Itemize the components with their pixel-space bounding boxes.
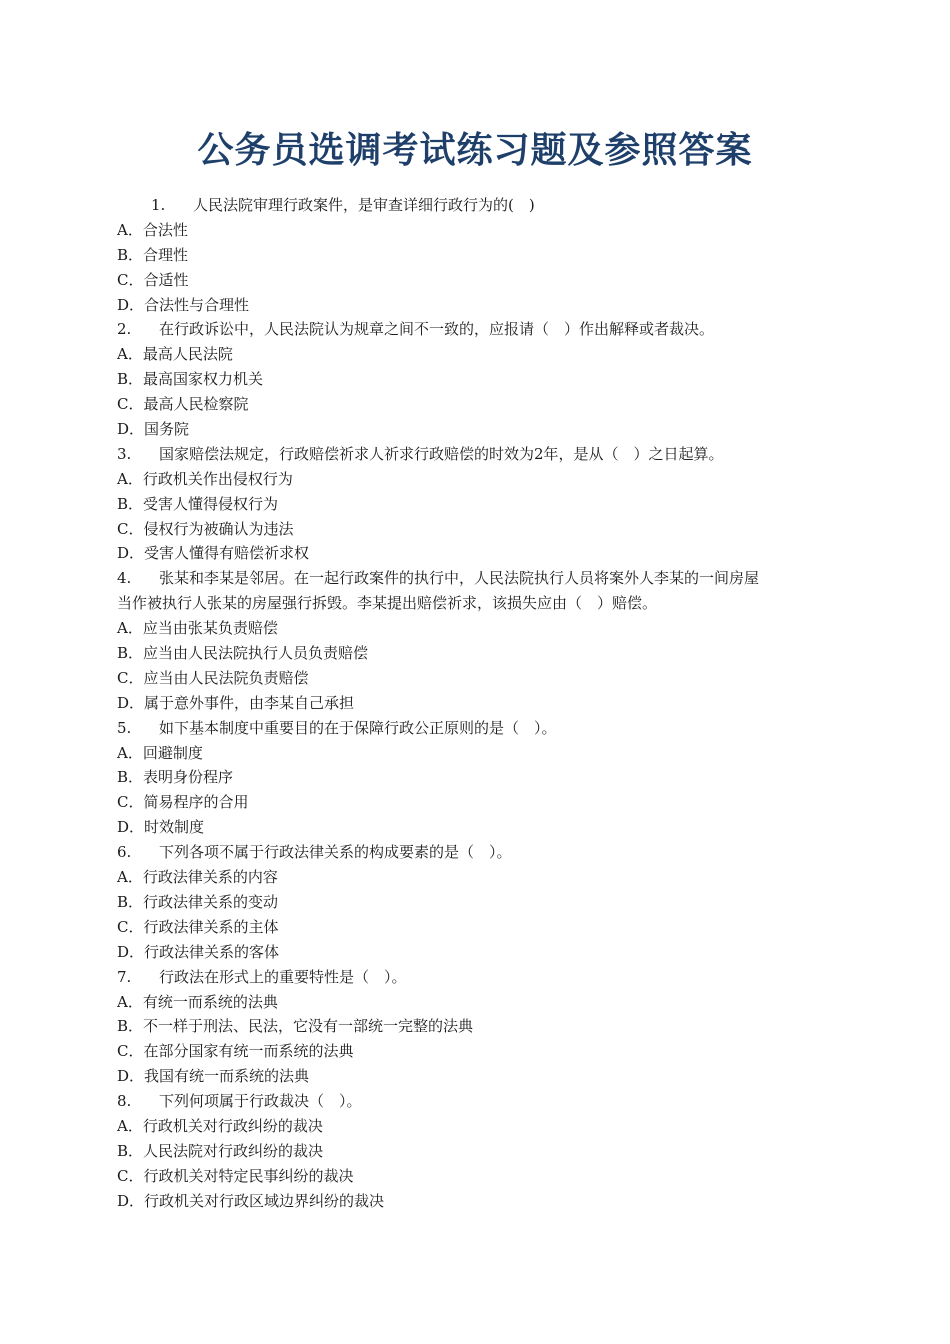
question-text: 国家赔偿法规定，行政赔偿祈求人祈求行政赔偿的时效为2年，是从（ ）之日起算。 xyxy=(159,444,724,463)
question-1 xyxy=(117,193,837,218)
question-8 xyxy=(117,1089,837,1114)
question-number: 2. xyxy=(117,320,132,339)
option: C．在部分国家有统一而系统的法典 xyxy=(117,1042,354,1061)
option: C．最高人民检察院 xyxy=(117,395,249,414)
option: D．行政机关对行政区域边界纠纷的裁决 xyxy=(117,1191,385,1210)
option: A．最高人民法院 xyxy=(117,345,233,364)
question-number: 8. xyxy=(117,1092,132,1111)
question-number: 5. xyxy=(117,718,132,737)
option: A．有统一而系统的法典 xyxy=(117,992,278,1011)
option: A．行政机关作出侵权行为 xyxy=(117,469,293,488)
option: A．应当由张某负责赔偿 xyxy=(117,619,278,638)
option: D．行政法律关系的客体 xyxy=(117,942,280,961)
option: B．合理性 xyxy=(117,245,189,264)
question-5 xyxy=(117,716,837,741)
option: A．行政法律关系的内容 xyxy=(117,868,278,887)
option: B．最高国家权力机关 xyxy=(117,370,264,389)
question-list xyxy=(117,193,837,1214)
option: C．合适性 xyxy=(117,270,189,289)
option: B．应当由人民法院执行人员负责赔偿 xyxy=(117,644,369,663)
question-text-continued: 当作被执行人张某的房屋强行拆毁。李某提出赔偿祈求，该损失应由（ ）赔偿。 xyxy=(117,594,658,613)
option: C．简易程序的合用 xyxy=(117,793,249,812)
option: D．合法性与合理性 xyxy=(117,295,250,314)
option: C．侵权行为被确认为违法 xyxy=(117,519,294,538)
question-text: 张某和李某是邻居。在一起行政案件的执行中，人民法院执行人员将案外人李某的一间房屋 xyxy=(159,569,760,588)
option: D．属于意外事件，由李某自己承担 xyxy=(117,693,355,712)
question-text: 下列何项属于行政裁决（ ）。 xyxy=(159,1092,362,1111)
document-title: 公务员选调考试练习题及参照答案 xyxy=(197,129,753,171)
question-number: 4. xyxy=(117,569,132,588)
option: A．行政机关对行政纠纷的裁决 xyxy=(117,1116,323,1135)
option: C．行政法律关系的主体 xyxy=(117,917,279,936)
question-text: 下列各项不属于行政法律关系的构成要素的是（ ）。 xyxy=(159,843,512,862)
option: B．表明身份程序 xyxy=(117,768,234,787)
question-7 xyxy=(117,965,837,990)
question-3 xyxy=(117,442,837,467)
question-text: 行政法在形式上的重要特性是（ ）。 xyxy=(159,967,407,986)
option: A．合法性 xyxy=(117,220,188,239)
question-text: 在行政诉讼中，人民法院认为规章之间不一致的，应报请（ ）作出解释或者裁决。 xyxy=(159,320,715,339)
option: D．我国有统一而系统的法典 xyxy=(117,1067,310,1086)
question-text: 人民法院审理行政案件，是审查详细行政行为的( ) xyxy=(193,196,535,214)
option: C．应当由人民法院负责赔偿 xyxy=(117,668,309,687)
option: B．受害人懂得侵权行为 xyxy=(117,494,279,513)
question-number: 3. xyxy=(117,444,132,463)
question-6 xyxy=(117,840,837,865)
option: D．受害人懂得有赔偿祈求权 xyxy=(117,544,310,563)
question-2 xyxy=(117,317,837,342)
option: B．行政法律关系的变动 xyxy=(117,892,279,911)
option: C．行政机关对特定民事纠纷的裁决 xyxy=(117,1166,354,1185)
option: B．人民法院对行政纠纷的裁决 xyxy=(117,1141,324,1160)
question-4 xyxy=(117,566,837,591)
option: D．时效制度 xyxy=(117,818,205,837)
question-number: 7. xyxy=(117,967,132,986)
question-text: 如下基本制度中重要目的在于保障行政公正原则的是（ ）。 xyxy=(159,718,557,737)
option: A．回避制度 xyxy=(117,743,203,762)
question-number: 6. xyxy=(117,843,132,862)
question-number: 1. xyxy=(151,196,166,214)
option: D．国务院 xyxy=(117,420,190,439)
option: B．不一样于刑法、民法，它没有一部统一完整的法典 xyxy=(117,1017,474,1036)
